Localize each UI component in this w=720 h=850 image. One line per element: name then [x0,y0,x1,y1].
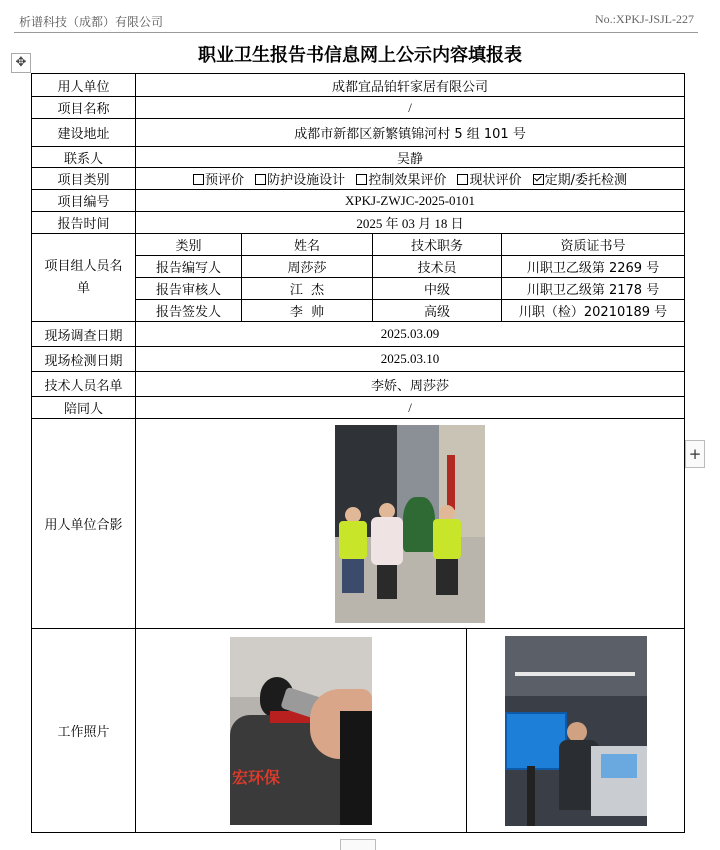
team-label: 项目组人员名单 [32,234,136,322]
escort-value[interactable]: / [136,397,685,419]
page-title: 职业卫生报告书信息网上公示内容填报表 [198,45,522,66]
option-pre-assessment[interactable]: 预评价 [193,173,244,188]
category-label: 项目类别 [32,168,136,190]
test-date-value[interactable]: 2025.03.10 [136,347,685,372]
project-no-label: 项目编号 [32,190,136,212]
member-name[interactable]: 江 杰 [242,278,373,300]
team-header-title: 技术职务 [373,234,502,256]
row-escort [32,397,685,419]
work-photo-dust-sampler[interactable] [505,636,647,826]
work-photo-cell-1 [136,629,467,833]
member-cert[interactable]: 川职卫乙级第 2178 号 [502,278,685,300]
test-date-label: 现场检测日期 [32,347,136,372]
option-control-evaluation[interactable]: 控制效果评价 [356,173,446,188]
escort-label: 陪同人 [32,397,136,419]
work-photo-noise-meter[interactable] [230,637,372,825]
team-header-name: 姓名 [242,234,373,256]
option-status-evaluation[interactable]: 现状评价 [457,173,521,188]
member-cert[interactable]: 川职卫乙级第 2269 号 [502,256,685,278]
row-technicians [32,372,685,397]
row-report-date [32,212,685,234]
checkbox-icon[interactable] [193,174,204,185]
checkbox-icon[interactable] [457,174,468,185]
project-name-value[interactable]: / [136,97,685,119]
row-project-name [32,97,685,119]
table-move-handle-icon[interactable]: ✥ [11,53,31,73]
group-photo-image[interactable] [335,425,485,623]
member-name[interactable]: 周莎莎 [242,256,373,278]
contact-label: 联系人 [32,147,136,168]
employer-label: 用人单位 [32,74,136,97]
row-contact [32,147,685,168]
survey-date-label: 现场调查日期 [32,322,136,347]
header-divider [14,32,698,33]
project-name-label: 项目名称 [32,97,136,119]
checked-checkbox-icon[interactable] [533,174,544,185]
address-label: 建设地址 [32,119,136,147]
row-employer [32,74,685,97]
company-header: 析谱科技（成都）有限公司 [19,15,164,29]
row-work-photos [32,629,685,833]
row-test-date [32,347,685,372]
category-options [136,168,685,190]
member-role[interactable]: 报告审核人 [136,278,242,300]
contact-value[interactable]: 吴静 [136,147,685,168]
member-cert[interactable]: 川职（检）20210189 号 [502,300,685,322]
row-category [32,168,685,190]
address-value[interactable]: 成都市新都区新繁镇锦河村 5 组 101 号 [136,119,685,147]
checkbox-icon[interactable] [255,174,266,185]
technicians-label: 技术人员名单 [32,372,136,397]
member-role[interactable]: 报告编写人 [136,256,242,278]
project-no-value[interactable]: XPKJ-ZWJC-2025-0101 [136,190,685,212]
group-photo-label: 用人单位合影 [32,419,136,629]
add-column-button[interactable]: + [685,440,705,468]
team-header-role: 类别 [136,234,242,256]
report-date-value[interactable]: 2025 年 03 月 18 日 [136,212,685,234]
group-photo-cell [136,419,685,629]
employer-value[interactable]: 成都宜品铂轩家居有限公司 [136,74,685,97]
option-periodic-testing[interactable]: 定期/委托检测 [533,173,627,188]
member-name[interactable]: 李 帅 [242,300,373,322]
survey-date-value[interactable]: 2025.03.09 [136,322,685,347]
work-photo-cell-2 [467,629,685,833]
row-project-no [32,190,685,212]
row-survey-date [32,322,685,347]
row-group-photo [32,419,685,629]
member-title[interactable]: 高级 [373,300,502,322]
vest-text: 宏环保 [232,767,281,787]
member-role[interactable]: 报告签发人 [136,300,242,322]
checkbox-icon[interactable] [356,174,367,185]
member-title[interactable]: 技术员 [373,256,502,278]
row-address [32,119,685,147]
team-header-row [32,234,685,256]
add-row-handle[interactable] [340,839,376,850]
team-header-cert: 资质证书号 [502,234,685,256]
report-date-label: 报告时间 [32,212,136,234]
member-title[interactable]: 中级 [373,278,502,300]
disclosure-form-table [31,73,685,833]
technicians-value[interactable]: 李娇、周莎莎 [136,372,685,397]
work-photos-label: 工作照片 [32,629,136,833]
document-number: No.:XPKJ-JSJL-227 [594,12,694,26]
option-protection-design[interactable]: 防护设施设计 [255,173,345,188]
